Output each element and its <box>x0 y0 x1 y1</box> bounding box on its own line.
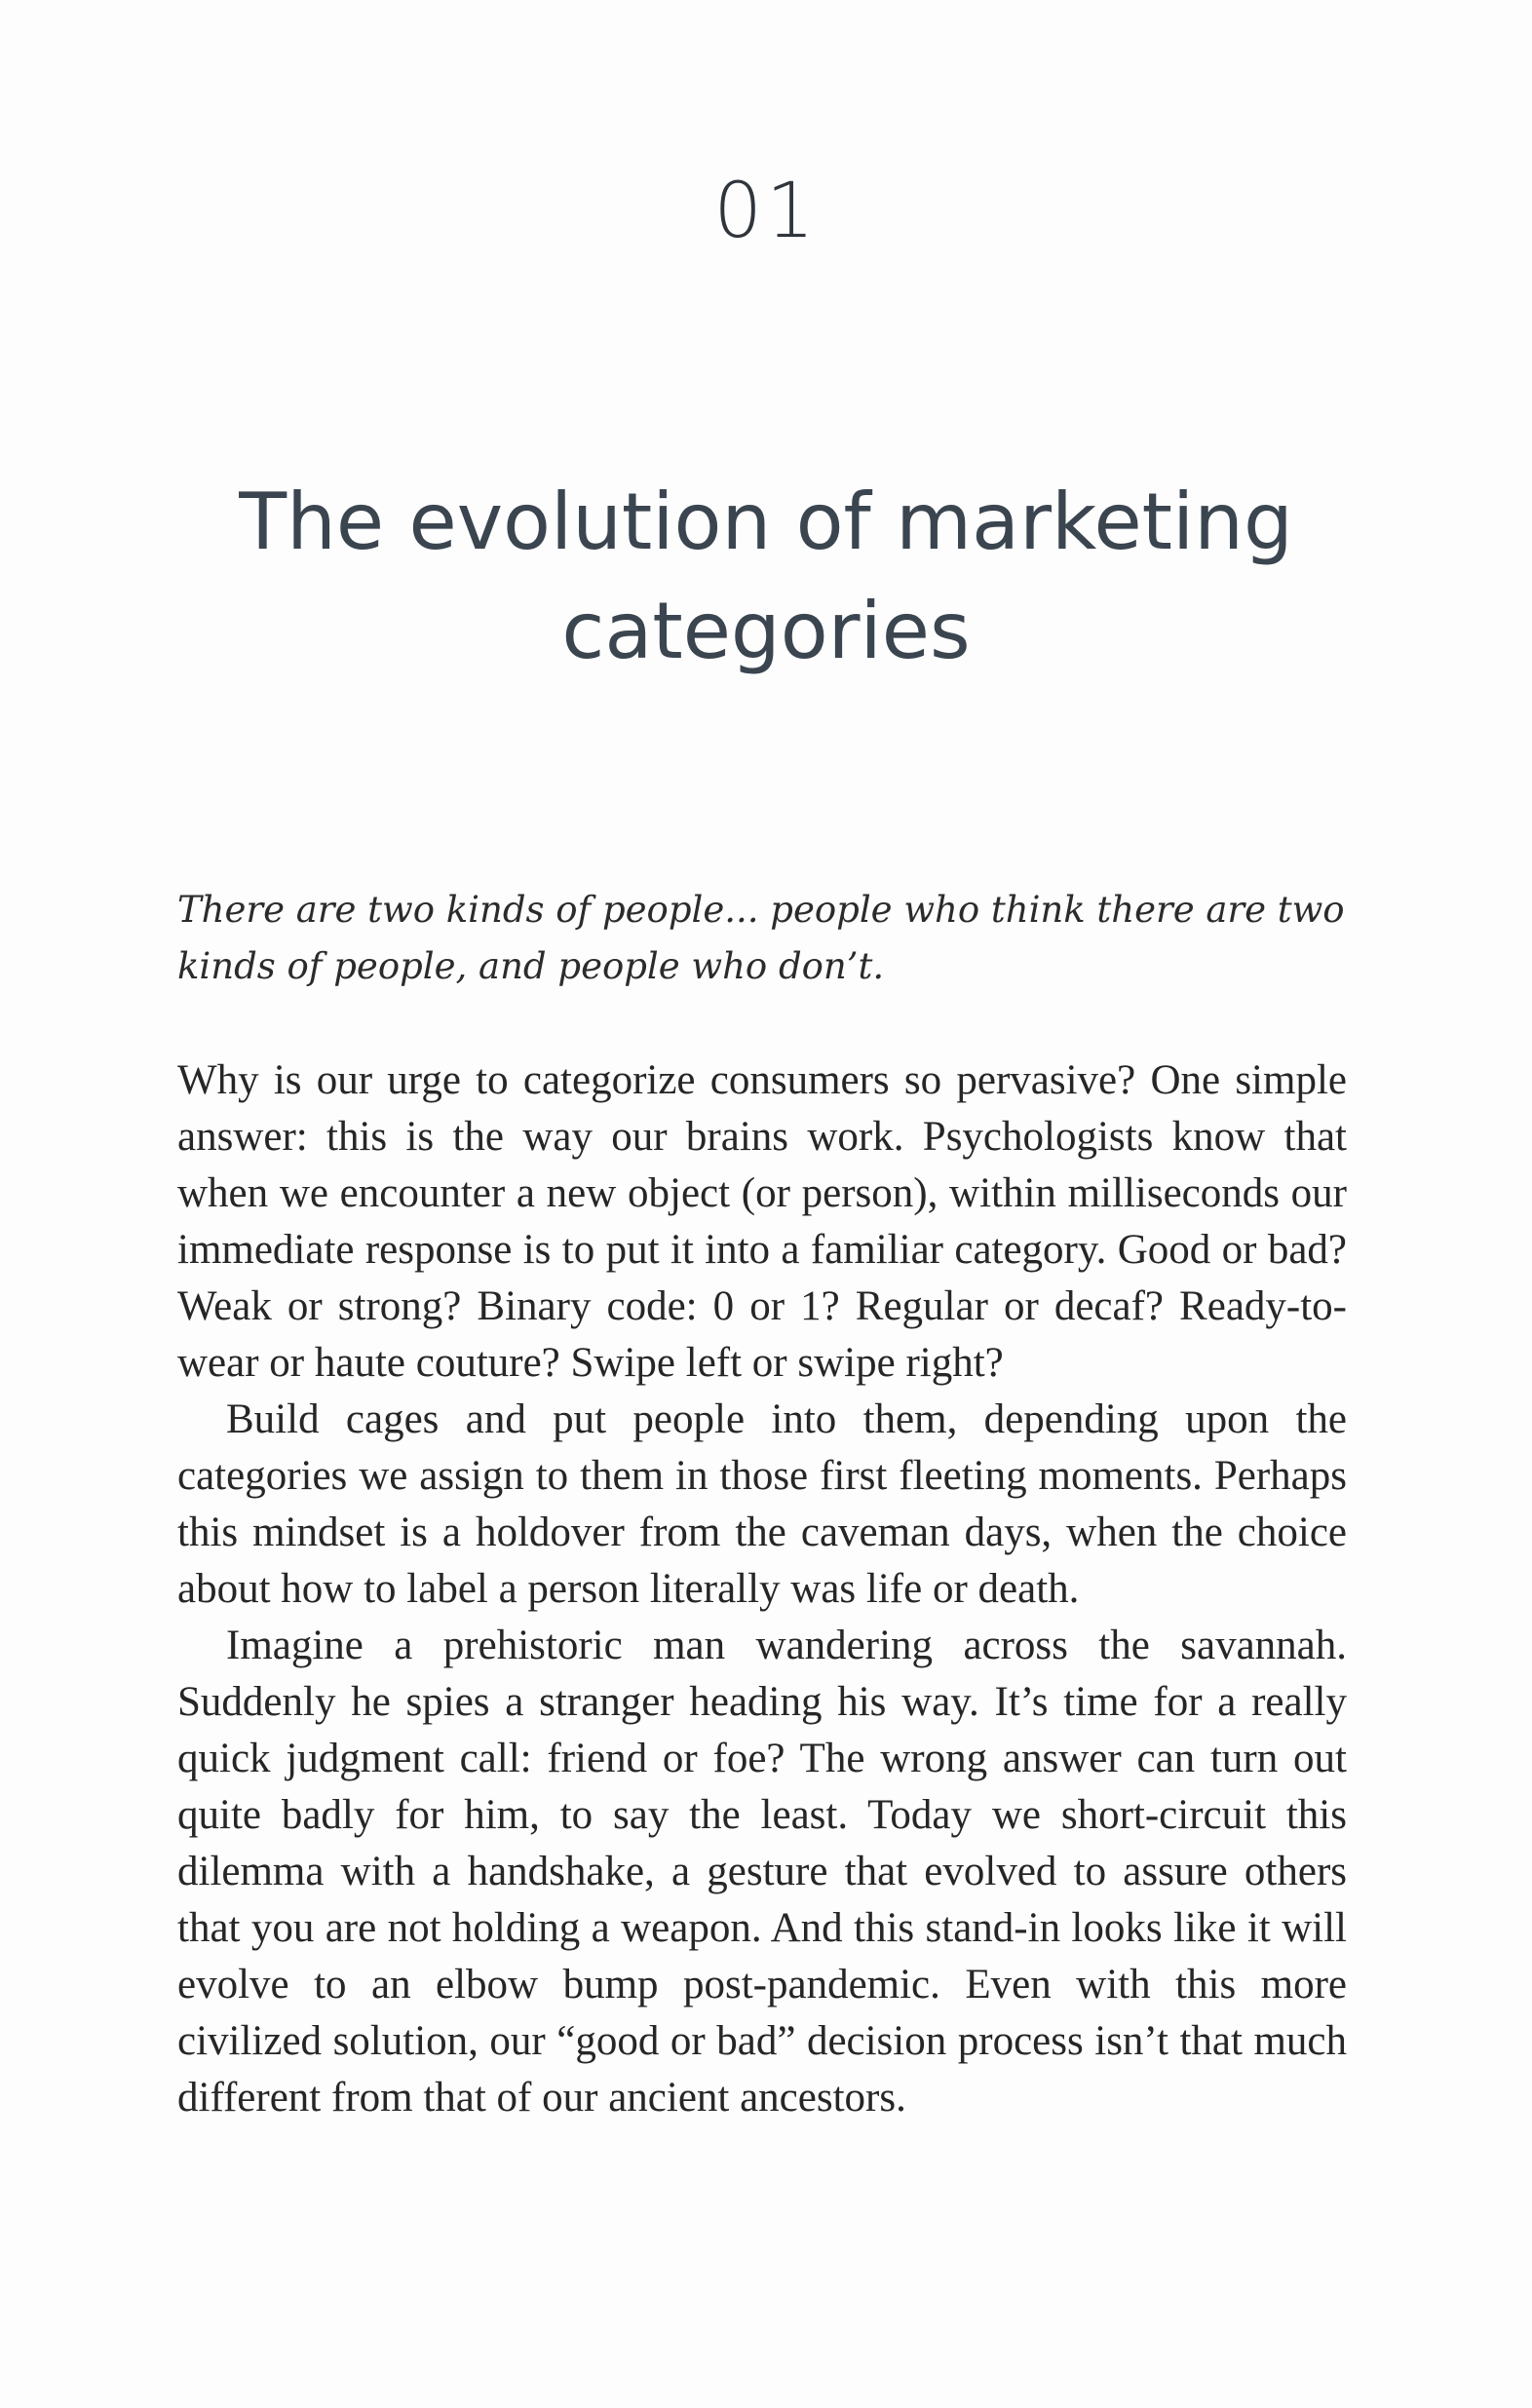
chapter-number: 01 <box>713 168 819 255</box>
epigraph: There are two kinds of people... people who think there are two kinds of people, and people who don’t. <box>177 889 1345 987</box>
paragraph: Imagine a prehistoric man wandering across the savannah. Suddenly he spies a stranger heading his way. It’s time for a really quick judgment call: friend or foe? The wrong answer can turn out quite badly for him, to say the least. Today we short-circuit this dilemma with a handshake, a gesture that evolved to assure others that you are not holding a weapon. And this stand-in looks like it will evolve to an elbow bump post-pandemic. Even with this more civilized solution, our “good or bad” decision process isn’t that much different from that of our ancient ancestors. <box>177 1623 1347 2121</box>
paragraph: Why is our urge to categorize consumers so pervasive? One simple answer: this is the way our brains work. Psychologists know that when we encounter a new object (or person), within milliseconds our immediate response is to put it into a familiar category. Good or bad? Weak or strong? Binary code: 0 or 1? Regular or decaf? Ready-to-wear or haute couture? Swipe left or swipe right? <box>177 1057 1347 1386</box>
paragraph: Build cages and put people into them, depending upon the categories we assign to them in those first fleeting moments. Perhaps this mindset is a holdover from the caveman days, when the choice about how to label a person literally was life or death. <box>177 1396 1347 1612</box>
body-text <box>177 1052 1347 2126</box>
chapter-title: The evolution of marketing categories <box>239 477 1293 676</box>
